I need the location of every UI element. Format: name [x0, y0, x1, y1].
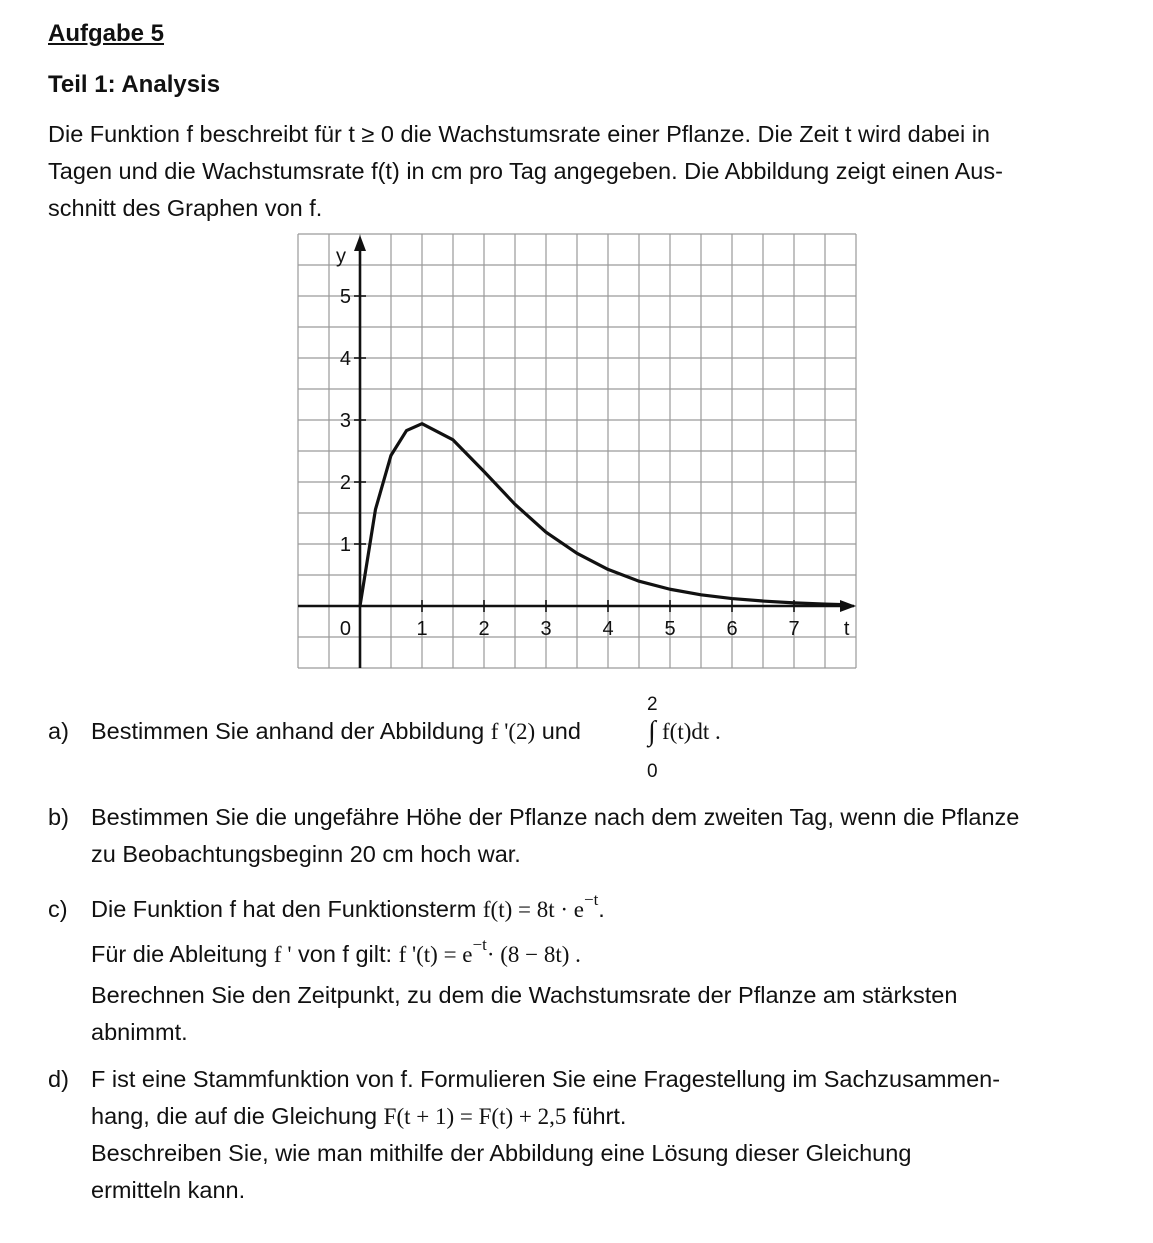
function-graph: [297, 233, 865, 675]
y-tick-label: 1: [339, 534, 351, 556]
derivative-term-rest: · (8 − 8t) .: [486, 942, 581, 967]
x-tick-label: 5: [664, 618, 676, 640]
task-text: Die Funktion f hat den Funktionsterm: [91, 896, 477, 922]
punct: .: [598, 896, 605, 922]
derivative-expr: f '(2): [490, 719, 536, 744]
task-title: Aufgabe 5: [48, 20, 165, 47]
x-tick-label: 6: [726, 618, 738, 640]
x-tick-label: 4: [602, 618, 614, 640]
intro-paragraph: [48, 116, 1003, 227]
y-axis-arrow: [354, 235, 366, 251]
tick-labels: [336, 246, 850, 640]
fprime-symbol: f ': [273, 942, 292, 967]
intro-line: Die Funktion f beschreibt für t ≥ 0 die Wachstumsrate einer Pflanze. Die Zeit t wird dabei in: [48, 121, 990, 147]
y-axis-label: y: [336, 245, 346, 268]
task-line: Berechnen Sie den Zeitpunkt, zu dem die Wachstumsrate der Pflanze am stärksten: [91, 982, 958, 1008]
x-tick-label: 7: [788, 618, 800, 640]
task-c-body: [91, 891, 957, 1051]
task-line: zu Beobachtungsbeginn 20 cm hoch war.: [91, 841, 521, 867]
x-axis-label: t: [843, 618, 850, 640]
integral-lower-bound: 0: [647, 761, 658, 782]
task-line: F ist eine Stammfunktion von f. Formulieren Sie eine Fragestellung im Sachzusammen-: [91, 1066, 1001, 1092]
origin-label: 0: [339, 618, 351, 640]
integral-sign: ∫: [648, 716, 656, 747]
x-tick-label: 1: [416, 618, 428, 640]
y-tick-label: 3: [339, 410, 351, 432]
equation: F(t + 1) = F(t) + 2,5: [383, 1104, 567, 1129]
y-tick-label: 4: [339, 348, 351, 370]
derivative-term: f '(t) = e: [398, 942, 473, 967]
task-label: a): [48, 718, 69, 744]
and-word: und: [541, 718, 581, 744]
section-title: Teil 1: Analysis: [48, 71, 221, 98]
task-b-body: [91, 799, 1019, 873]
task-d-body: [91, 1061, 1000, 1209]
task-text: Bestimmen Sie anhand der Abbildung: [91, 718, 485, 744]
x-tick-label: 2: [478, 618, 490, 640]
task-label: c): [48, 896, 68, 922]
intro-line: Tagen und die Wachstumsrate f(t) in cm pro Tag angegeben. Die Abbildung zeigt einen Aus-: [48, 158, 1003, 184]
task-text: Für die Ableitung: [91, 941, 268, 967]
task-text: führt.: [572, 1103, 627, 1129]
intro-line: schnitt des Graphen von f.: [48, 195, 323, 221]
y-tick-label: 2: [339, 472, 351, 494]
ticks: [354, 296, 794, 612]
task-line: [91, 936, 957, 975]
y-tick-label: 5: [339, 286, 351, 308]
integral-upper-bound: 2: [647, 694, 658, 715]
task-line: [91, 1098, 1000, 1135]
x-tick-label: 3: [540, 618, 552, 640]
task-d: [48, 1061, 1128, 1221]
task-b: [48, 799, 1128, 879]
exponent: −t: [583, 890, 599, 909]
task-label: d): [48, 1066, 69, 1092]
integral-body: f(t)dt .: [662, 719, 721, 744]
task-a: [48, 694, 948, 793]
task-line: abnimmt.: [91, 1019, 188, 1045]
task-text: hang, die auf die Gleichung: [91, 1103, 378, 1129]
task-line: ermitteln kann.: [91, 1177, 246, 1203]
task-line: [91, 891, 957, 930]
task-line: Beschreiben Sie, wie man mithilfe der Abbildung eine Lösung dieser Gleichung: [91, 1140, 912, 1166]
task-c: [48, 891, 1128, 1051]
function-term: f(t) = 8t · e: [482, 897, 584, 922]
task-a-body: [91, 713, 581, 750]
task-text: von f gilt:: [298, 941, 393, 967]
task-line: Bestimmen Sie die ungefähre Höhe der Pflanze nach dem zweiten Tag, wenn die Pflanze: [91, 804, 1020, 830]
task-label: b): [48, 804, 69, 830]
exponent: −t: [472, 935, 487, 954]
